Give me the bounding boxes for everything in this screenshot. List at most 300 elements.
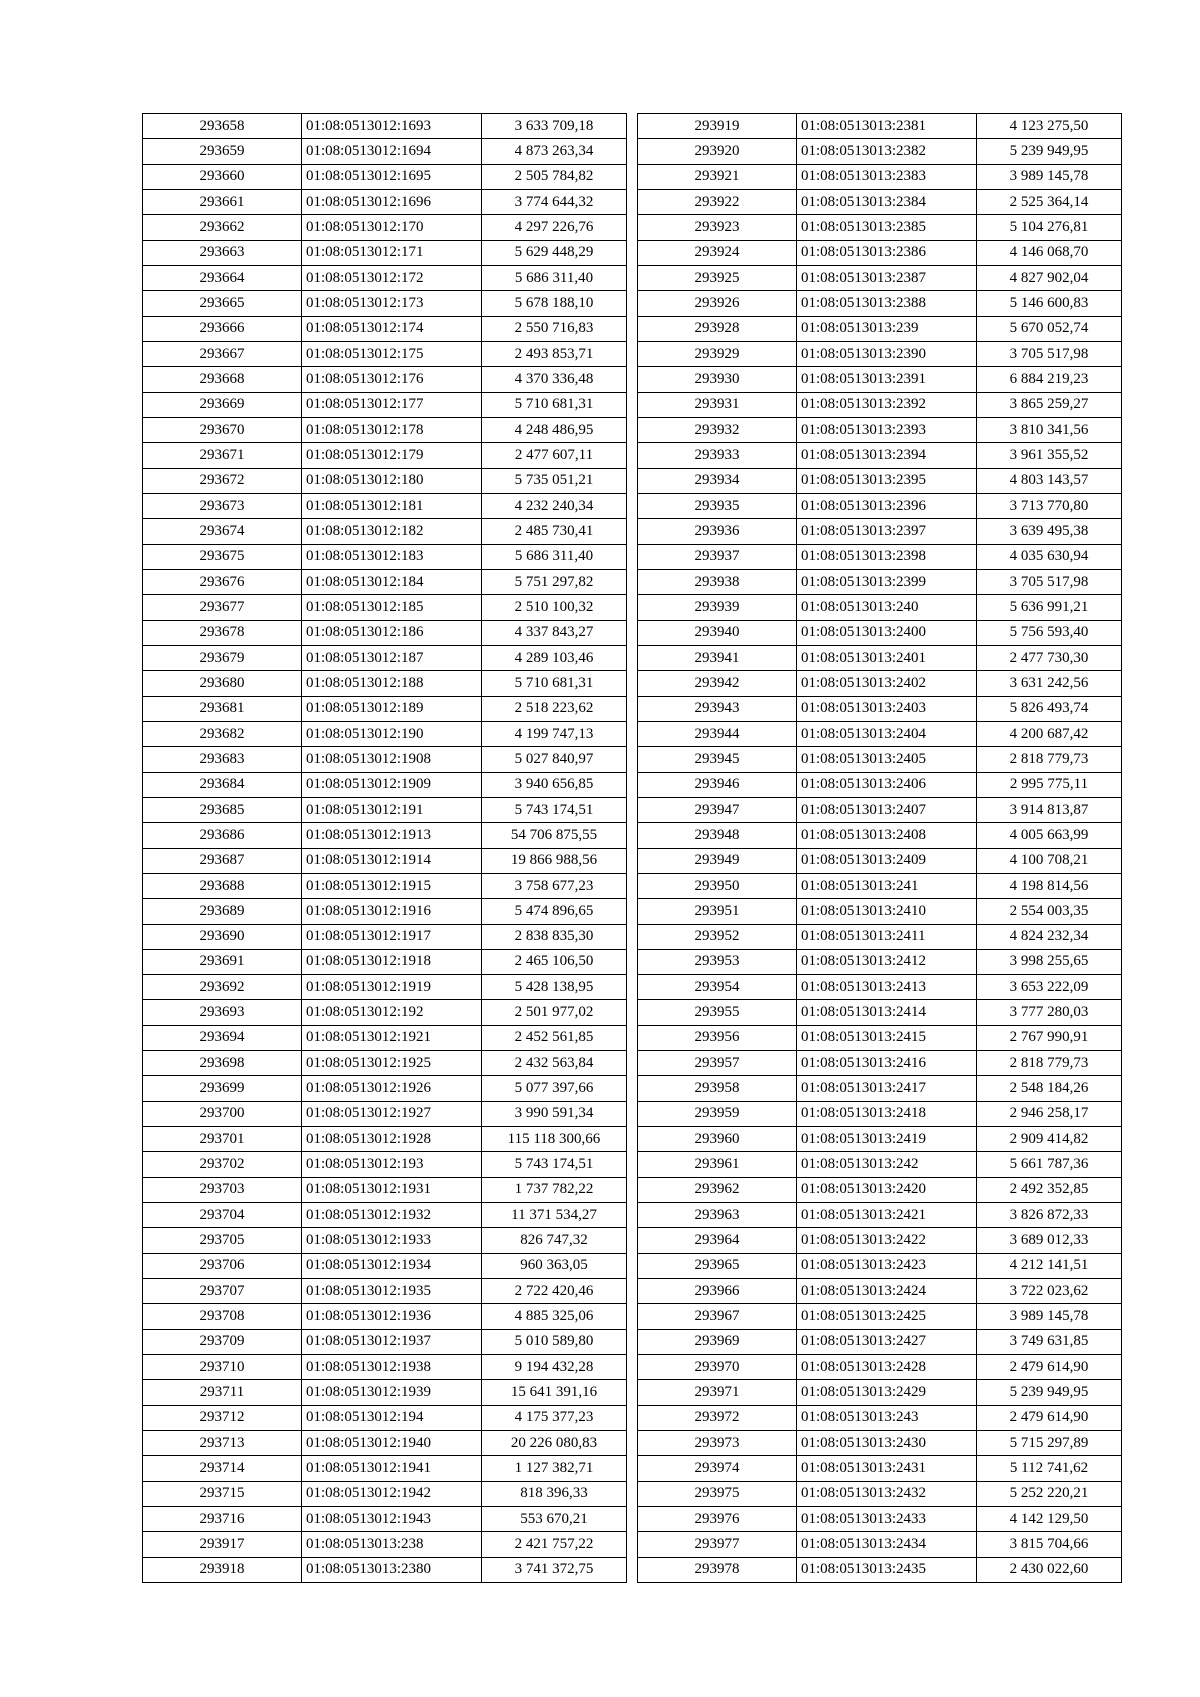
cadastral-value-cell: 3 741 372,75 xyxy=(482,1557,627,1582)
parcel-number-cell: 293666 xyxy=(143,316,302,341)
cadastral-value-cell: 3 961 355,52 xyxy=(977,443,1122,468)
cadastral-number-cell: 01:08:0513013:2402 xyxy=(797,671,977,696)
table-row xyxy=(638,1481,1122,1506)
parcel-number-cell: 293933 xyxy=(638,443,797,468)
cadastral-value-cell: 115 118 300,66 xyxy=(482,1127,627,1152)
cadastral-value-cell: 5 146 600,83 xyxy=(977,291,1122,316)
table-row xyxy=(638,645,1122,670)
cadastral-value-cell: 5 252 220,21 xyxy=(977,1481,1122,1506)
cadastral-value-cell: 818 396,33 xyxy=(482,1481,627,1506)
cadastral-number-cell: 01:08:0513012:1921 xyxy=(302,1025,482,1050)
parcel-number-cell: 293693 xyxy=(143,1000,302,1025)
cadastral-value-cell: 3 653 222,09 xyxy=(977,975,1122,1000)
cadastral-value-cell: 4 200 687,42 xyxy=(977,721,1122,746)
cadastral-value-cell: 5 735 051,21 xyxy=(482,468,627,493)
parcel-number-cell: 293705 xyxy=(143,1228,302,1253)
cadastral-number-cell: 01:08:0513012:1914 xyxy=(302,848,482,873)
parcel-number-cell: 293948 xyxy=(638,823,797,848)
cadastral-number-cell: 01:08:0513013:2395 xyxy=(797,468,977,493)
table-row xyxy=(638,1051,1122,1076)
table-row xyxy=(143,696,627,721)
table-row xyxy=(638,1203,1122,1228)
cadastral-value-cell: 5 027 840,97 xyxy=(482,747,627,772)
parcel-number-cell: 293940 xyxy=(638,620,797,645)
table-row xyxy=(143,1025,627,1050)
table-row xyxy=(143,1152,627,1177)
table-row xyxy=(638,1507,1122,1532)
cadastral-value-cell: 2 548 184,26 xyxy=(977,1076,1122,1101)
cadastral-number-cell: 01:08:0513013:239 xyxy=(797,316,977,341)
cadastral-value-cell: 4 885 325,06 xyxy=(482,1304,627,1329)
cadastral-value-cell: 5 077 397,66 xyxy=(482,1076,627,1101)
table-row xyxy=(638,797,1122,822)
cadastral-number-cell: 01:08:0513013:2397 xyxy=(797,519,977,544)
cadastral-number-cell: 01:08:0513013:2434 xyxy=(797,1532,977,1557)
table-row xyxy=(143,1507,627,1532)
parcel-number-cell: 293978 xyxy=(638,1557,797,1582)
parcel-number-cell: 293702 xyxy=(143,1152,302,1177)
parcel-number-cell: 293700 xyxy=(143,1101,302,1126)
cadastral-value-cell: 5 678 188,10 xyxy=(482,291,627,316)
parcel-number-cell: 293709 xyxy=(143,1329,302,1354)
parcel-number-cell: 293926 xyxy=(638,291,797,316)
table-row xyxy=(638,1456,1122,1481)
table-row xyxy=(143,747,627,772)
cadastral-number-cell: 01:08:0513013:2384 xyxy=(797,189,977,214)
parcel-number-cell: 293930 xyxy=(638,367,797,392)
cadastral-value-cell: 5 715 297,89 xyxy=(977,1431,1122,1456)
parcel-number-cell: 293945 xyxy=(638,747,797,772)
cadastral-value-cell: 2 430 022,60 xyxy=(977,1557,1122,1582)
parcel-number-cell: 293711 xyxy=(143,1380,302,1405)
parcel-number-cell: 293676 xyxy=(143,569,302,594)
parcel-number-cell: 293658 xyxy=(143,114,302,139)
parcel-number-cell: 293947 xyxy=(638,797,797,822)
cadastral-value-cell: 2 493 853,71 xyxy=(482,341,627,366)
cadastral-number-cell: 01:08:0513012:1935 xyxy=(302,1279,482,1304)
cadastral-number-cell: 01:08:0513013:242 xyxy=(797,1152,977,1177)
cadastral-value-cell: 2 554 003,35 xyxy=(977,899,1122,924)
parcel-number-cell: 293973 xyxy=(638,1431,797,1456)
cadastral-number-cell: 01:08:0513012:176 xyxy=(302,367,482,392)
cadastral-number-cell: 01:08:0513012:1937 xyxy=(302,1329,482,1354)
parcel-number-cell: 293924 xyxy=(638,240,797,265)
parcel-number-cell: 293689 xyxy=(143,899,302,924)
parcel-number-cell: 293682 xyxy=(143,721,302,746)
cadastral-number-cell: 01:08:0513012:1917 xyxy=(302,924,482,949)
cadastral-value-cell: 5 743 174,51 xyxy=(482,1152,627,1177)
table-row xyxy=(638,114,1122,139)
cadastral-value-cell: 2 452 561,85 xyxy=(482,1025,627,1050)
parcel-number-cell: 293936 xyxy=(638,519,797,544)
cadastral-value-cell: 3 705 517,98 xyxy=(977,341,1122,366)
parcel-number-cell: 293921 xyxy=(638,164,797,189)
parcel-number-cell: 293966 xyxy=(638,1279,797,1304)
cadastral-value-cell: 2 492 352,85 xyxy=(977,1177,1122,1202)
cadastral-number-cell: 01:08:0513013:2393 xyxy=(797,417,977,442)
cadastral-number-cell: 01:08:0513012:177 xyxy=(302,392,482,417)
cadastral-value-cell: 553 670,21 xyxy=(482,1507,627,1532)
parcel-number-cell: 293935 xyxy=(638,493,797,518)
cadastral-value-cell: 4 824 232,34 xyxy=(977,924,1122,949)
cadastral-number-cell: 01:08:0513013:2419 xyxy=(797,1127,977,1152)
cadastral-number-cell: 01:08:0513012:178 xyxy=(302,417,482,442)
cadastral-number-cell: 01:08:0513012:1939 xyxy=(302,1380,482,1405)
table-row xyxy=(143,139,627,164)
table-row xyxy=(143,519,627,544)
cadastral-value-cell: 5 629 448,29 xyxy=(482,240,627,265)
cadastral-number-cell: 01:08:0513013:2428 xyxy=(797,1355,977,1380)
cadastral-value-cell: 5 636 991,21 xyxy=(977,595,1122,620)
cadastral-value-cell: 3 865 259,27 xyxy=(977,392,1122,417)
table-row xyxy=(143,291,627,316)
cadastral-number-cell: 01:08:0513013:2404 xyxy=(797,721,977,746)
cadastral-value-cell: 4 100 708,21 xyxy=(977,848,1122,873)
cadastral-number-cell: 01:08:0513013:2410 xyxy=(797,899,977,924)
cadastral-number-cell: 01:08:0513013:2387 xyxy=(797,265,977,290)
cadastral-number-cell: 01:08:0513013:2418 xyxy=(797,1101,977,1126)
parcel-number-cell: 293941 xyxy=(638,645,797,670)
table-row xyxy=(638,1025,1122,1050)
parcel-number-cell: 293694 xyxy=(143,1025,302,1050)
cadastral-value-cell: 5 710 681,31 xyxy=(482,392,627,417)
cadastral-number-cell: 01:08:0513013:2429 xyxy=(797,1380,977,1405)
cadastral-value-cell: 3 914 813,87 xyxy=(977,797,1122,822)
parcel-number-cell: 293952 xyxy=(638,924,797,949)
cadastral-number-cell: 01:08:0513012:181 xyxy=(302,493,482,518)
table-row xyxy=(143,392,627,417)
parcel-number-cell: 293969 xyxy=(638,1329,797,1354)
parcel-number-cell: 293967 xyxy=(638,1304,797,1329)
cadastral-number-cell: 01:08:0513012:175 xyxy=(302,341,482,366)
cadastral-value-cell: 5 743 174,51 xyxy=(482,797,627,822)
parcel-number-cell: 293663 xyxy=(143,240,302,265)
table-row xyxy=(143,1481,627,1506)
parcel-number-cell: 293964 xyxy=(638,1228,797,1253)
table-row xyxy=(143,417,627,442)
table-row xyxy=(638,240,1122,265)
table-row xyxy=(143,1000,627,1025)
parcel-number-cell: 293659 xyxy=(143,139,302,164)
table-row xyxy=(638,1279,1122,1304)
parcel-number-cell: 293923 xyxy=(638,215,797,240)
cadastral-number-cell: 01:08:0513013:2394 xyxy=(797,443,977,468)
cadastral-number-cell: 01:08:0513013:2431 xyxy=(797,1456,977,1481)
cadastral-value-cell: 2 838 835,30 xyxy=(482,924,627,949)
table-row xyxy=(638,1380,1122,1405)
table-row xyxy=(638,696,1122,721)
table-row xyxy=(638,493,1122,518)
cadastral-number-cell: 01:08:0513012:183 xyxy=(302,544,482,569)
left-table-body xyxy=(143,114,627,1583)
cadastral-value-cell: 4 123 275,50 xyxy=(977,114,1122,139)
cadastral-number-cell: 01:08:0513012:1933 xyxy=(302,1228,482,1253)
right-data-table xyxy=(637,113,1122,1583)
parcel-number-cell: 293688 xyxy=(143,873,302,898)
parcel-number-cell: 293963 xyxy=(638,1203,797,1228)
cadastral-number-cell: 01:08:0513013:2408 xyxy=(797,823,977,848)
parcel-number-cell: 293664 xyxy=(143,265,302,290)
cadastral-number-cell: 01:08:0513013:2411 xyxy=(797,924,977,949)
cadastral-value-cell: 4 370 336,48 xyxy=(482,367,627,392)
cadastral-value-cell: 2 818 779,73 xyxy=(977,747,1122,772)
table-row xyxy=(638,873,1122,898)
cadastral-number-cell: 01:08:0513012:1942 xyxy=(302,1481,482,1506)
parcel-number-cell: 293949 xyxy=(638,848,797,873)
cadastral-value-cell: 5 239 949,95 xyxy=(977,139,1122,164)
cadastral-number-cell: 01:08:0513013:2435 xyxy=(797,1557,977,1582)
cadastral-number-cell: 01:08:0513012:1916 xyxy=(302,899,482,924)
cadastral-number-cell: 01:08:0513012:1695 xyxy=(302,164,482,189)
cadastral-value-cell: 4 175 377,23 xyxy=(482,1405,627,1430)
parcel-number-cell: 293681 xyxy=(143,696,302,721)
table-row xyxy=(143,1051,627,1076)
parcel-number-cell: 293976 xyxy=(638,1507,797,1532)
cadastral-number-cell: 01:08:0513013:2432 xyxy=(797,1481,977,1506)
table-row xyxy=(638,1355,1122,1380)
table-row xyxy=(638,975,1122,1000)
cadastral-number-cell: 01:08:0513012:1925 xyxy=(302,1051,482,1076)
cadastral-value-cell: 4 198 814,56 xyxy=(977,873,1122,898)
cadastral-number-cell: 01:08:0513012:1919 xyxy=(302,975,482,1000)
cadastral-value-cell: 9 194 432,28 xyxy=(482,1355,627,1380)
cadastral-number-cell: 01:08:0513012:1693 xyxy=(302,114,482,139)
cadastral-number-cell: 01:08:0513013:2392 xyxy=(797,392,977,417)
table-row xyxy=(143,721,627,746)
parcel-number-cell: 293932 xyxy=(638,417,797,442)
parcel-number-cell: 293670 xyxy=(143,417,302,442)
parcel-number-cell: 293668 xyxy=(143,367,302,392)
cadastral-number-cell: 01:08:0513012:1696 xyxy=(302,189,482,214)
table-row xyxy=(638,949,1122,974)
table-row xyxy=(638,569,1122,594)
cadastral-value-cell: 4 289 103,46 xyxy=(482,645,627,670)
table-row xyxy=(638,544,1122,569)
table-row xyxy=(638,823,1122,848)
cadastral-number-cell: 01:08:0513012:180 xyxy=(302,468,482,493)
table-row xyxy=(638,1557,1122,1582)
parcel-number-cell: 293961 xyxy=(638,1152,797,1177)
parcel-number-cell: 293686 xyxy=(143,823,302,848)
table-row xyxy=(143,1329,627,1354)
cadastral-number-cell: 01:08:0513012:1913 xyxy=(302,823,482,848)
cadastral-value-cell: 3 631 242,56 xyxy=(977,671,1122,696)
table-row xyxy=(143,1380,627,1405)
right-table-body xyxy=(638,114,1122,1583)
cadastral-value-cell: 20 226 080,83 xyxy=(482,1431,627,1456)
cadastral-value-cell: 5 010 589,80 xyxy=(482,1329,627,1354)
left-data-table xyxy=(142,113,627,1583)
parcel-number-cell: 293957 xyxy=(638,1051,797,1076)
parcel-number-cell: 293956 xyxy=(638,1025,797,1050)
table-row xyxy=(143,797,627,822)
cadastral-number-cell: 01:08:0513013:2423 xyxy=(797,1253,977,1278)
table-row xyxy=(143,1076,627,1101)
cadastral-number-cell: 01:08:0513013:2391 xyxy=(797,367,977,392)
cadastral-number-cell: 01:08:0513013:2415 xyxy=(797,1025,977,1050)
table-row xyxy=(143,1127,627,1152)
table-row xyxy=(143,772,627,797)
table-row xyxy=(143,114,627,139)
parcel-number-cell: 293965 xyxy=(638,1253,797,1278)
parcel-number-cell: 293928 xyxy=(638,316,797,341)
table-row xyxy=(143,569,627,594)
cadastral-value-cell: 11 371 534,27 xyxy=(482,1203,627,1228)
cadastral-number-cell: 01:08:0513012:188 xyxy=(302,671,482,696)
cadastral-number-cell: 01:08:0513013:2406 xyxy=(797,772,977,797)
table-row xyxy=(143,1557,627,1582)
cadastral-number-cell: 01:08:0513013:2409 xyxy=(797,848,977,873)
parcel-number-cell: 293972 xyxy=(638,1405,797,1430)
parcel-number-cell: 293679 xyxy=(143,645,302,670)
cadastral-number-cell: 01:08:0513012:193 xyxy=(302,1152,482,1177)
cadastral-value-cell: 4 035 630,94 xyxy=(977,544,1122,569)
cadastral-number-cell: 01:08:0513012:1932 xyxy=(302,1203,482,1228)
parcel-number-cell: 293975 xyxy=(638,1481,797,1506)
cadastral-number-cell: 01:08:0513012:192 xyxy=(302,1000,482,1025)
table-row xyxy=(638,341,1122,366)
parcel-number-cell: 293944 xyxy=(638,721,797,746)
parcel-number-cell: 293934 xyxy=(638,468,797,493)
parcel-number-cell: 293919 xyxy=(638,114,797,139)
cadastral-value-cell: 2 995 775,11 xyxy=(977,772,1122,797)
cadastral-number-cell: 01:08:0513012:1928 xyxy=(302,1127,482,1152)
parcel-number-cell: 293662 xyxy=(143,215,302,240)
parcel-number-cell: 293701 xyxy=(143,1127,302,1152)
cadastral-number-cell: 01:08:0513013:2407 xyxy=(797,797,977,822)
cadastral-value-cell: 5 239 949,95 xyxy=(977,1380,1122,1405)
parcel-number-cell: 293699 xyxy=(143,1076,302,1101)
cadastral-value-cell: 4 297 226,76 xyxy=(482,215,627,240)
cadastral-value-cell: 2 525 364,14 xyxy=(977,189,1122,214)
cadastral-value-cell: 5 670 052,74 xyxy=(977,316,1122,341)
parcel-number-cell: 293704 xyxy=(143,1203,302,1228)
cadastral-number-cell: 01:08:0513012:172 xyxy=(302,265,482,290)
parcel-number-cell: 293678 xyxy=(143,620,302,645)
table-row xyxy=(638,1076,1122,1101)
cadastral-value-cell: 3 749 631,85 xyxy=(977,1329,1122,1354)
cadastral-value-cell: 3 774 644,32 xyxy=(482,189,627,214)
cadastral-value-cell: 3 713 770,80 xyxy=(977,493,1122,518)
cadastral-value-cell: 2 477 730,30 xyxy=(977,645,1122,670)
cadastral-number-cell: 01:08:0513013:2383 xyxy=(797,164,977,189)
parcel-number-cell: 293673 xyxy=(143,493,302,518)
cadastral-number-cell: 01:08:0513012:194 xyxy=(302,1405,482,1430)
table-row xyxy=(143,645,627,670)
cadastral-number-cell: 01:08:0513012:1915 xyxy=(302,873,482,898)
parcel-number-cell: 293703 xyxy=(143,1177,302,1202)
cadastral-value-cell: 2 550 716,83 xyxy=(482,316,627,341)
cadastral-number-cell: 01:08:0513013:2425 xyxy=(797,1304,977,1329)
cadastral-number-cell: 01:08:0513013:2422 xyxy=(797,1228,977,1253)
table-row xyxy=(143,367,627,392)
cadastral-number-cell: 01:08:0513013:2390 xyxy=(797,341,977,366)
cadastral-number-cell: 01:08:0513013:2396 xyxy=(797,493,977,518)
cadastral-value-cell: 3 990 591,34 xyxy=(482,1101,627,1126)
parcel-number-cell: 293712 xyxy=(143,1405,302,1430)
table-row xyxy=(143,671,627,696)
table-row xyxy=(638,139,1122,164)
cadastral-value-cell: 2 518 223,62 xyxy=(482,696,627,721)
cadastral-number-cell: 01:08:0513012:1943 xyxy=(302,1507,482,1532)
parcel-number-cell: 293942 xyxy=(638,671,797,696)
cadastral-number-cell: 01:08:0513013:2414 xyxy=(797,1000,977,1025)
cadastral-value-cell: 4 199 747,13 xyxy=(482,721,627,746)
parcel-number-cell: 293925 xyxy=(638,265,797,290)
cadastral-number-cell: 01:08:0513012:1934 xyxy=(302,1253,482,1278)
cadastral-value-cell: 4 142 129,50 xyxy=(977,1507,1122,1532)
parcel-number-cell: 293677 xyxy=(143,595,302,620)
cadastral-number-cell: 01:08:0513013:2433 xyxy=(797,1507,977,1532)
table-row xyxy=(143,899,627,924)
cadastral-value-cell: 3 998 255,65 xyxy=(977,949,1122,974)
table-row xyxy=(638,899,1122,924)
cadastral-value-cell: 2 818 779,73 xyxy=(977,1051,1122,1076)
table-row xyxy=(638,924,1122,949)
cadastral-number-cell: 01:08:0513013:2400 xyxy=(797,620,977,645)
cadastral-number-cell: 01:08:0513013:2420 xyxy=(797,1177,977,1202)
cadastral-value-cell: 54 706 875,55 xyxy=(482,823,627,848)
cadastral-number-cell: 01:08:0513013:2424 xyxy=(797,1279,977,1304)
cadastral-value-cell: 3 989 145,78 xyxy=(977,1304,1122,1329)
cadastral-number-cell: 01:08:0513013:2386 xyxy=(797,240,977,265)
cadastral-value-cell: 5 826 493,74 xyxy=(977,696,1122,721)
cadastral-value-cell: 4 005 663,99 xyxy=(977,823,1122,848)
table-row xyxy=(143,1279,627,1304)
table-row xyxy=(638,671,1122,696)
table-row xyxy=(638,1431,1122,1456)
cadastral-number-cell: 01:08:0513013:2398 xyxy=(797,544,977,569)
parcel-number-cell: 293683 xyxy=(143,747,302,772)
cadastral-value-cell: 5 751 297,82 xyxy=(482,569,627,594)
table-row xyxy=(638,1127,1122,1152)
parcel-number-cell: 293715 xyxy=(143,1481,302,1506)
parcel-number-cell: 293714 xyxy=(143,1456,302,1481)
cadastral-number-cell: 01:08:0513012:1918 xyxy=(302,949,482,974)
cadastral-value-cell: 2 465 106,50 xyxy=(482,949,627,974)
parcel-number-cell: 293954 xyxy=(638,975,797,1000)
cadastral-number-cell: 01:08:0513013:2430 xyxy=(797,1431,977,1456)
cadastral-number-cell: 01:08:0513013:240 xyxy=(797,595,977,620)
cadastral-value-cell: 5 474 896,65 xyxy=(482,899,627,924)
parcel-number-cell: 293690 xyxy=(143,924,302,949)
table-row xyxy=(638,189,1122,214)
cadastral-number-cell: 01:08:0513012:185 xyxy=(302,595,482,620)
cadastral-number-cell: 01:08:0513012:1927 xyxy=(302,1101,482,1126)
cadastral-number-cell: 01:08:0513012:182 xyxy=(302,519,482,544)
cadastral-value-cell: 5 686 311,40 xyxy=(482,544,627,569)
table-row xyxy=(638,1532,1122,1557)
parcel-number-cell: 293950 xyxy=(638,873,797,898)
table-row xyxy=(638,747,1122,772)
cadastral-value-cell: 3 777 280,03 xyxy=(977,1000,1122,1025)
cadastral-number-cell: 01:08:0513013:238 xyxy=(302,1532,482,1557)
parcel-number-cell: 293706 xyxy=(143,1253,302,1278)
cadastral-number-cell: 01:08:0513012:174 xyxy=(302,316,482,341)
cadastral-value-cell: 2 477 607,11 xyxy=(482,443,627,468)
parcel-number-cell: 293716 xyxy=(143,1507,302,1532)
cadastral-value-cell: 19 866 988,56 xyxy=(482,848,627,873)
parcel-number-cell: 293675 xyxy=(143,544,302,569)
parcel-number-cell: 293959 xyxy=(638,1101,797,1126)
cadastral-value-cell: 3 815 704,66 xyxy=(977,1532,1122,1557)
table-row xyxy=(143,544,627,569)
parcel-number-cell: 293974 xyxy=(638,1456,797,1481)
parcel-number-cell: 293669 xyxy=(143,392,302,417)
cadastral-value-cell: 5 428 138,95 xyxy=(482,975,627,1000)
cadastral-value-cell: 2 501 977,02 xyxy=(482,1000,627,1025)
table-row xyxy=(143,1431,627,1456)
